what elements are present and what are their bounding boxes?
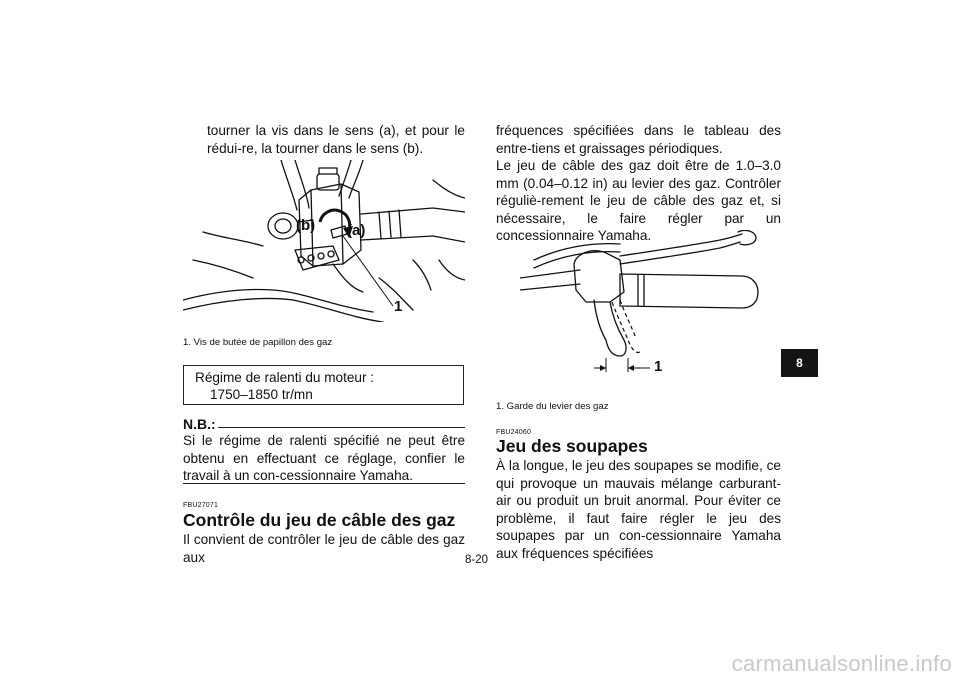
section-heading: Contrôle du jeu de câble des gaz — [183, 510, 456, 530]
note-bottom-rule — [183, 483, 465, 484]
right-para2: Le jeu de câble des gaz doit être de 1.0–3.0 mm (0.04–0.12 in) au levier des gaz. Contrôler réguliè-rement le jeu de câble des gaz et, si nécessaire, le faire régler par un concessionnaire Yamaha. — [496, 158, 781, 244]
section-code: FBU27071 — [183, 502, 219, 509]
idle-speed-spec-box — [183, 365, 464, 405]
chapter-tab: 8 — [781, 349, 818, 377]
figure1-caption: 1. Vis de butée de papillon des gaz — [183, 337, 333, 348]
figure2-caption: 1. Garde du levier des gaz — [496, 401, 609, 412]
right-intro-text: fréquences spécifiées dans le tableau des entre-tiens et graissages périodiques. — [496, 123, 781, 156]
right-section-heading: Jeu des soupapes — [496, 436, 648, 456]
throttle-lever-illustration — [520, 230, 780, 380]
note-top-rule — [218, 427, 465, 428]
note-text: Si le régime de ralenti spécifié ne peut être obtenu en effectuant ce réglage, confier le travail à un con-cessionnaire Yamaha. — [183, 433, 465, 484]
callout-a: (a) — [347, 222, 366, 239]
page-number: 8-20 — [465, 554, 489, 566]
spec-value: 1750–1850 tr/mn — [210, 387, 313, 402]
section-text: Il convient de contrôler le jeu de câble des gaz aux — [183, 532, 465, 565]
right-section-code: FBU24060 — [496, 429, 532, 436]
carburetor-drawing — [183, 160, 465, 322]
carburetor-illustration — [183, 160, 465, 322]
spec-label: Régime de ralenti du moteur : — [195, 370, 375, 385]
right-section-text: À la longue, le jeu des soupapes se modifie, ce qui provoque un mauvais mélange carburant-air ou produit un bruit anormal. Pour éviter ce problème, il faut faire régler le jeu des soupapes par un con-cessionnaire Yamaha aux fréquences spécifiées — [496, 458, 781, 561]
callout-1: 1 — [394, 298, 403, 315]
figure2-callout-1: 1 — [654, 358, 663, 375]
intro-text: tourner la vis dans le sens (a), et pour le rédui-re, la tourner dans le sens (b). — [207, 123, 465, 156]
throttle-drawing — [520, 230, 780, 380]
watermark: carmanualsonline.info — [731, 651, 952, 676]
callout-b: (b) — [296, 217, 316, 234]
note-heading: N.B.: — [183, 416, 216, 432]
